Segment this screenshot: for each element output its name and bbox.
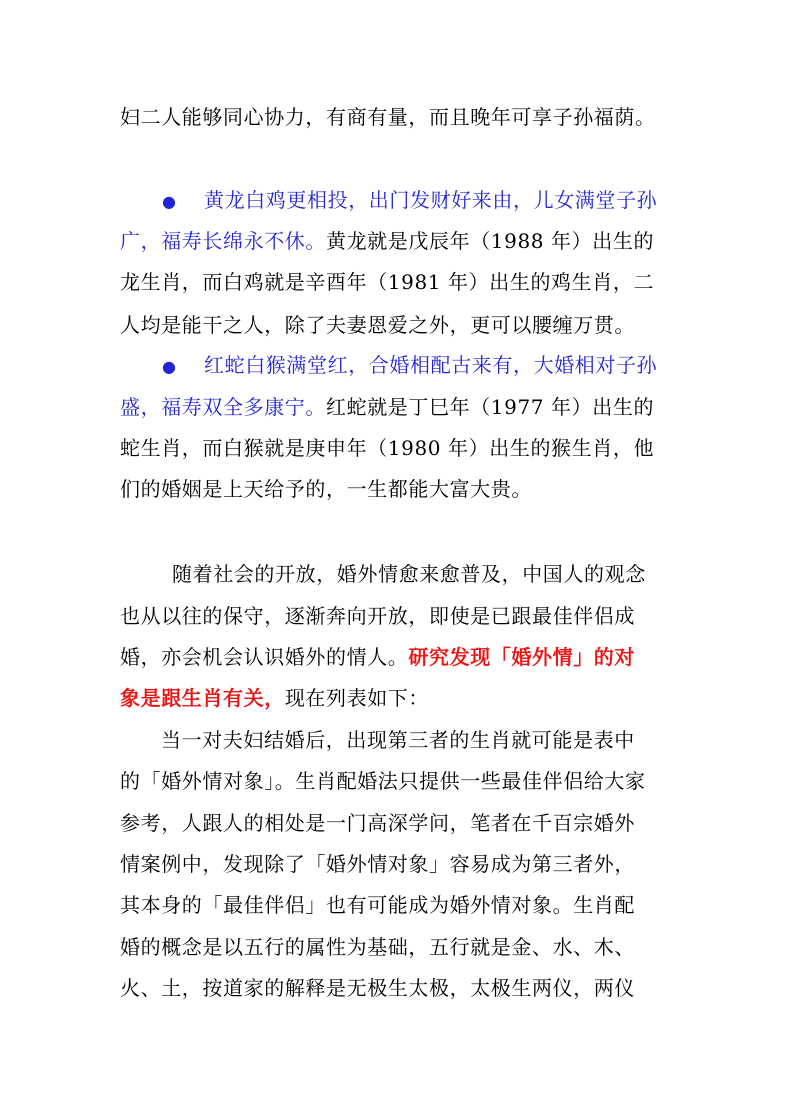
text-line: 广，福寿长绵永不休。黄龙就是戊辰年（1988 年）出生的 [120, 229, 655, 253]
highlight-blue-text: 黄龙白鸡更相投，出门发财好来由，儿女满堂子孙 [204, 188, 658, 212]
text-line: 盛，福寿双全多康宁。红蛇就是丁巳年（1977 年）出生的 [120, 395, 655, 419]
bullet-line [120, 351, 657, 379]
highlight-blue-text: 红蛇白猴满堂红，合婚相配古来有，大婚相对子孙 [204, 353, 658, 377]
bullet-line [120, 186, 657, 214]
text-line: 的「婚外情对象」。生肖配婚法只提供一些最佳伴侣给大家 [120, 769, 646, 793]
text-line: 们的婚姻是上天给予的，一生都能大富大贵。 [120, 477, 532, 501]
text-line: 情案例中，发现除了「婚外情对象」容易成为第三者外， [120, 852, 635, 876]
text-line: 其本身的「最佳伴侣」也有可能成为婚外情对象。生肖配 [120, 893, 635, 917]
highlight-blue-text: 盛，福寿双全多康宁。 [120, 395, 326, 419]
highlight-red-text: 研究发现「婚外情」的对 [408, 645, 636, 669]
text-line: 参考，人跟人的相处是一门高深学问，笔者在千百宗婚外 [120, 811, 635, 835]
text-line: 也从以往的保守，逐渐奔向开放，即使是已跟最佳伴侣成 [120, 604, 635, 628]
bullet-icon: ● [162, 357, 177, 376]
text-line: 龙生肖，而白鸡就是辛酉年（1981 年）出生的鸡生肖，二 [120, 270, 655, 294]
text-line: 随着社会的开放，婚外情愈来愈普及，中国人的观念 [172, 562, 646, 586]
text-line: 象是跟生肖有关，现在列表如下： [120, 686, 430, 710]
text-line: 婚的概念是以五行的属性为基础，五行就是金、水、木、 [120, 935, 635, 959]
highlight-blue-text: 广，福寿长绵永不休。 [120, 229, 326, 253]
text-line: 婚，亦会机会认识婚外的情人。研究发现「婚外情」的对 [120, 645, 636, 669]
highlight-red-text: 象是跟生肖有关， [120, 686, 285, 710]
text-line: 人均是能干之人，除了夫妻恩爱之外，更可以腰缠万贯。 [120, 313, 635, 337]
text-line: 妇二人能够同心协力，有商有量，而且晚年可享子孙福荫。 [120, 105, 656, 129]
text-line: 火、土，按道家的解释是无极生太极，太极生两仪，两仪 [120, 976, 635, 1000]
text-line: 蛇生肖，而白猴就是庚申年（1980 年）出生的猴生肖，他 [120, 436, 655, 460]
bullet-icon: ● [162, 192, 177, 211]
text-line: 当一对夫妇结婚后，出现第三者的生肖就可能是表中 [161, 728, 635, 752]
